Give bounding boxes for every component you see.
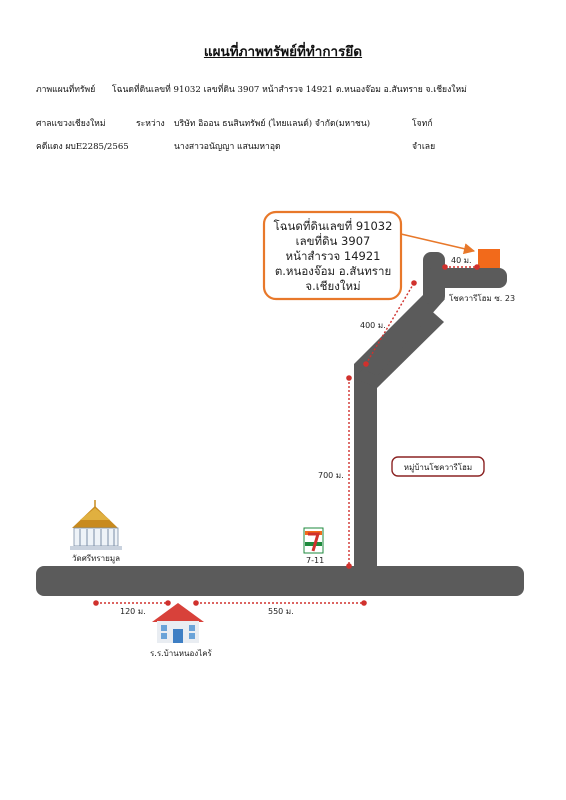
- seven-eleven-label: 7-11: [306, 556, 325, 565]
- temple-icon: [70, 500, 122, 550]
- distance-label-40: 40 ม.: [451, 256, 472, 265]
- defendant-role: จำเลย: [412, 142, 436, 152]
- main-road: [36, 566, 524, 596]
- village-road-lower: [354, 364, 377, 594]
- property-description: โฉนดที่ดินเลขที่ 91032 เลขที่ดิน 3907 หน้าสำรวจ 14921 ต.หนองจ๊อม อ.สันทราย จ.เชียงใหม่: [112, 85, 467, 95]
- callout-line-4: ต.หนองจ๊อม อ.สันทราย: [274, 264, 392, 278]
- distance-label-700: 700 ม.: [318, 471, 344, 480]
- property-marker: [478, 249, 500, 268]
- school-label: ร.ร.บ้านหนองไคร้: [150, 649, 212, 658]
- page-title: แผนที่ภาพทรัพย์ที่ทำการยึด: [203, 44, 363, 60]
- callout-line-5: จ.เชียงใหม่: [305, 279, 361, 293]
- distance-label-120: 120 ม.: [120, 607, 146, 616]
- between-label: ระหว่าง: [136, 119, 165, 129]
- defendant-name: นางสาวอนัญญา แสนมหาอุด: [174, 142, 281, 152]
- distance-label-550: 550 ม.: [268, 607, 294, 616]
- map-label: ภาพแผนที่ทรัพย์: [36, 85, 96, 95]
- plaintiff-name: บริษัท อิออน ธนสินทรัพย์ (ไทยแลนด์) จำกัด(มหาชน): [174, 119, 371, 129]
- distance-label-400: 400 ม.: [360, 321, 386, 330]
- temple-label: วัดศรีทรายมูล: [72, 554, 120, 563]
- village-label: [392, 457, 484, 476]
- school-icon: [152, 603, 204, 643]
- village-name: หมู่บ้านโชควารีโฮม: [403, 463, 473, 472]
- soi-label: โชควารีโฮม ซ. 23: [449, 294, 516, 303]
- case-number: คดีแดง ผบE2285/2565: [36, 142, 129, 152]
- court-name: ศาลแขวงเชียงใหม่: [36, 119, 106, 129]
- callout-line-3: หน้าสำรวจ 14921: [285, 249, 381, 263]
- callout-line-1: โฉนดที่ดินเลขที่ 91032: [273, 219, 393, 233]
- soi-23-road: [423, 268, 507, 288]
- plaintiff-role: โจทก์: [412, 119, 433, 129]
- callout-line-2: เลขที่ดิน 3907: [295, 234, 371, 248]
- seven-eleven-logo: [304, 528, 323, 553]
